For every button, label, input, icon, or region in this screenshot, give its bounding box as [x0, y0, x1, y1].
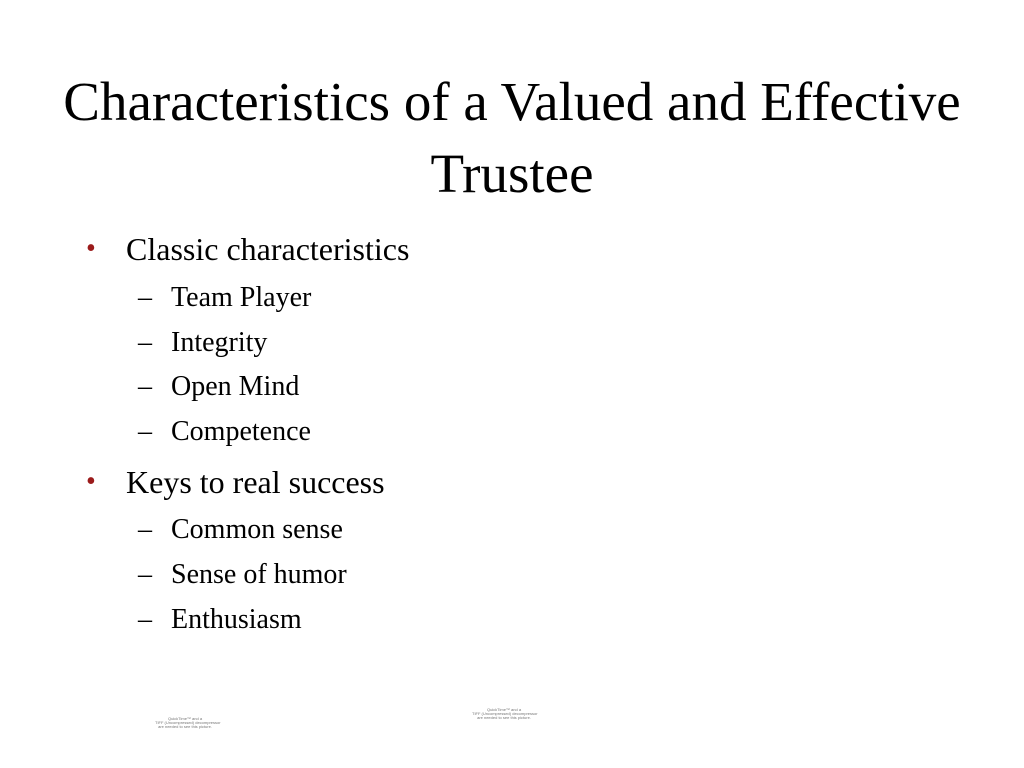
sub-bullet-text: Competence	[171, 416, 311, 447]
sub-bullet-text: Common sense	[171, 514, 343, 545]
dash-icon: –	[138, 514, 152, 545]
placeholder-line: QuickTime™ and a	[167, 716, 203, 721]
sub-bullet-text: Integrity	[171, 327, 268, 358]
sub-bullet-text: Team Player	[171, 282, 312, 313]
bullet-icon: •	[86, 466, 96, 497]
placeholder-line: TIFF (Uncompressed) decompressor	[472, 711, 538, 716]
dash-icon: –	[138, 416, 152, 447]
dash-icon: –	[138, 371, 152, 402]
slide-title: Characteristics of a Valued and Effective Trustee	[63, 71, 961, 204]
sub-bullet-text: Open Mind	[171, 371, 300, 402]
sub-bullet-text: Enthusiasm	[171, 604, 302, 635]
dash-icon: –	[138, 559, 152, 590]
sub-bullet-text: Sense of humor	[171, 559, 347, 590]
bullet-icon: •	[86, 233, 96, 264]
missing-image-placeholder	[155, 716, 221, 729]
placeholder-line: TIFF (Uncompressed) decompressor	[155, 720, 221, 725]
missing-image-placeholder	[472, 708, 536, 720]
bullet-text: Classic characteristics	[126, 231, 410, 267]
dash-icon: –	[138, 327, 152, 358]
placeholder-line: are needed to see this picture.	[477, 715, 531, 720]
dash-icon: –	[138, 282, 152, 313]
dash-icon: –	[138, 604, 152, 635]
bullet-text: Keys to real success	[126, 464, 385, 500]
placeholder-line: QuickTime™ and a	[486, 707, 522, 712]
placeholder-line: are needed to see this picture.	[158, 724, 212, 729]
